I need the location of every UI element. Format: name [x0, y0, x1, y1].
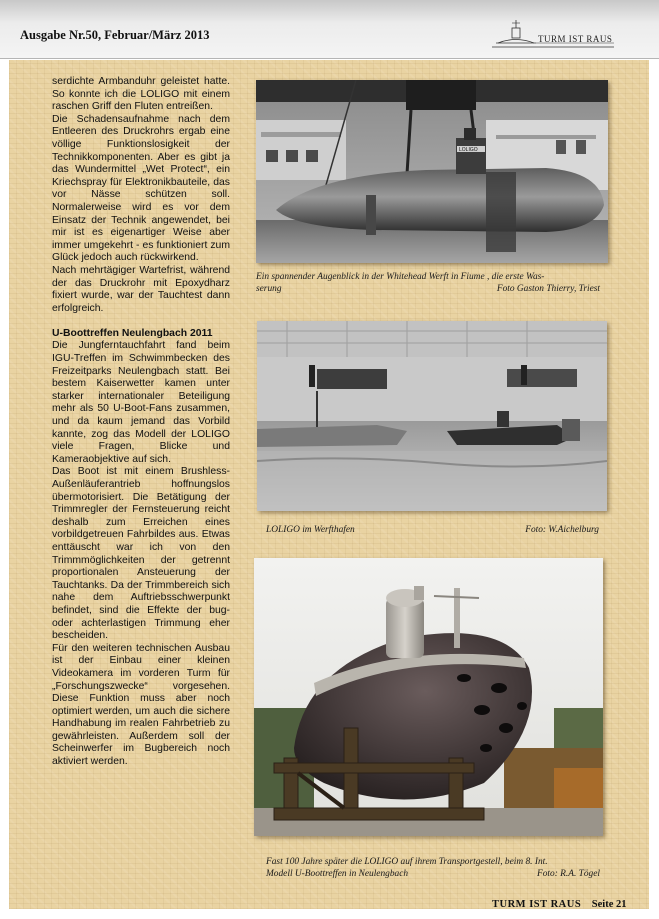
article-column — [52, 76, 230, 769]
page-header — [0, 0, 659, 59]
caption-line: Fast 100 Jahre später die LOLIGO auf ihrem Transportgestell, beim 8. Int. — [266, 857, 548, 867]
photo-model — [254, 558, 603, 836]
section-heading: U-Boottreffen Neulengbach 2011 — [52, 327, 213, 339]
page-number: 21 — [616, 899, 627, 910]
caption-text: LOLIGO im Werfthafen — [266, 525, 355, 535]
logo-text: TURM IST RAUS — [538, 34, 613, 44]
photo-harbour — [257, 321, 607, 511]
boat-label: LOLIGO — [459, 147, 478, 153]
paragraph: Das Boot ist mit einem Brushless-Außenläuferantrieb hoffnungslos übermotorisiert. Die Betätigung der Trimmregler der Fernsteuerung reicht deshalb zum Erreichen eines vorbildgetreuen Fahrbildes aus. Etwas enttäuscht war ich von den Trimmmöglichkeiten der getrennt proportionalen Ansteuerung der Tauchtanks. Da der Trimmbereich sich nahe dem Auftriebsschwerpunkt befindet, sind die Effekte der bug- oder achterlastigen Trimmung eher bescheiden. — [52, 466, 230, 642]
shipyard-harbour-image — [257, 321, 607, 511]
magazine-logo — [492, 14, 614, 54]
page-footer — [492, 899, 627, 910]
photo-caption-launching — [256, 271, 600, 295]
submarine-launch-image — [256, 80, 608, 263]
photo-caption-model — [266, 856, 600, 880]
issue-label: Ausgabe Nr.50, Februar/März 2013 — [20, 28, 210, 42]
footer-brand: TURM IST RAUS — [492, 899, 582, 910]
photo-credit: Foto: W.Aichelburg — [525, 525, 599, 535]
caption-text: Modell U-Boottreffen in Neulengbach — [266, 869, 409, 879]
photo-caption-harbour — [266, 524, 599, 536]
submarine-model-image — [254, 558, 603, 836]
paragraph: Die Schadensaufnahme nach dem Entleeren des Druckrohrs ergab eine völlige Funktionslosigkeit der Technikkomponenten. Aber es gibt ja das Wundermittel „Wet Protect“, ein Kriechspray für Elektronikbauteile, das vor Nässe schützen soll. Normalerweise wird es vor dem Einsatz der Technik angewendet, bei mir ist es eigenartiger Weise aber immer umgekehrt - es funktioniert zum Glück jedoch auch rückwirkend. — [52, 113, 230, 264]
photo-credit: Foto: R.A. Tögel — [536, 869, 600, 879]
photo-credit: Foto Gaston Thierry, Triest — [496, 284, 600, 294]
page-label: Seite — [591, 899, 614, 910]
paragraph: Nach mehrtägiger Wartefrist, während der das Druckrohr mit Epoxydharz fixiert wurde, war der Tauchtest dann erfolgreich. — [52, 264, 230, 314]
paragraph: Die Jungferntauchfahrt fand beim IGU-Treffen im Schwimmbecken des Freizeitparks Neulengbach statt. Bei bestem Kaiserwetter kamen unter starker internationaler Beteiligung mehr als 50 U-Boot-Fans zusammen, und da kaum jemand das Vorbild kannte, zog das Modell der LOLIGO viele Fragen, Blicke und Kameraobjektive auf sich. — [52, 340, 230, 465]
caption-line: Ein spannender Augenblick in der Whitehead Werft in Fiume , die erste Was- — [256, 272, 545, 282]
caption-text: serung — [256, 284, 282, 294]
paragraph: serdichte Armbanduhr geleistet hatte. So konnte ich die LOLIGO mit einem raschen Griff den Fluten entreißen. — [52, 76, 230, 113]
paragraph: Für den weiteren technischen Ausbau ist der Einbau einer kleinen Videokamera im vorderen Turm für „Forschungszwecke“ vorgesehen. Diese Funktion muss aber noch optimiert werden, um auch die sichere Handhabung im realen Fahrbetrieb zu gewährleisten. Außerdem soll der Scheinwerfer im Bugbereich noch aktiviert werden. — [52, 642, 230, 768]
photo-launching — [256, 80, 608, 263]
